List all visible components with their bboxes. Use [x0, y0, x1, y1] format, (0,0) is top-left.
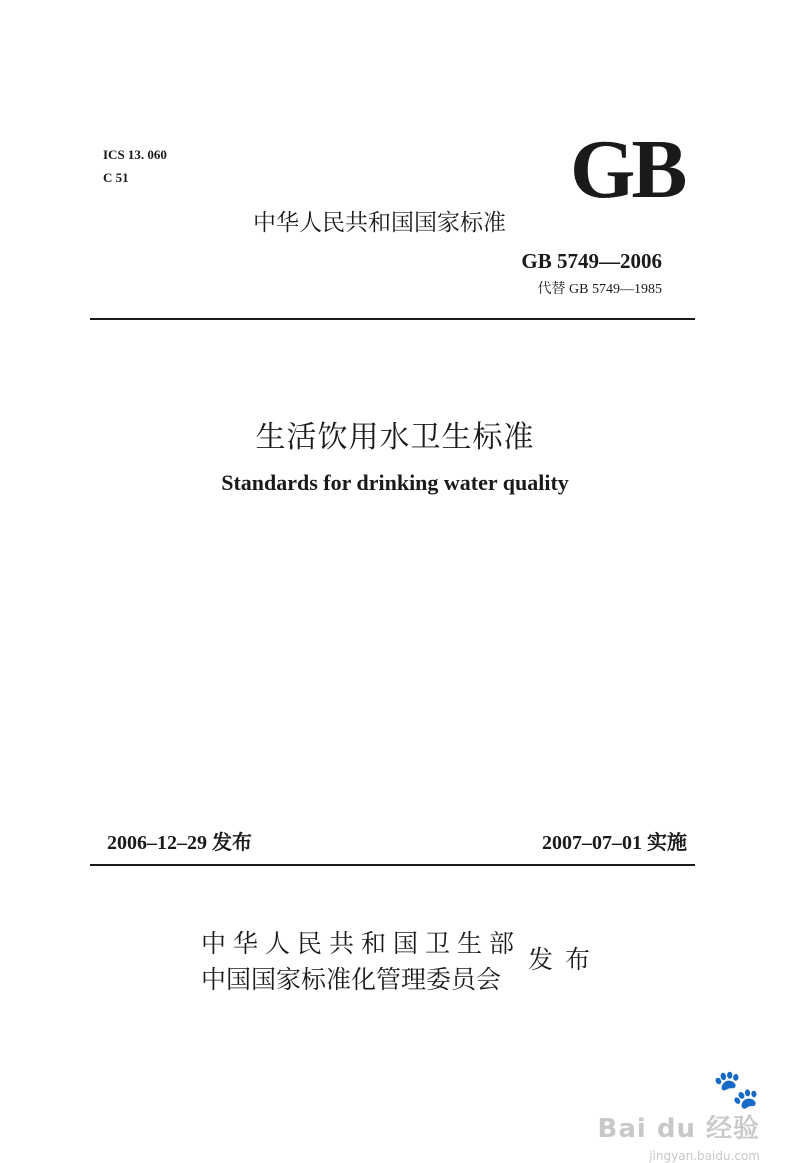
ccs-code: C 51: [103, 170, 129, 185]
ics-code: ICS 13. 060: [103, 147, 167, 162]
baidu-watermark: [597, 1067, 761, 1163]
gb-logo: GB: [570, 123, 684, 216]
standard-number: GB 5749—2006: [521, 249, 662, 273]
watermark-url: jingyan.baidu.com: [649, 1149, 760, 1163]
issuer-sac: 中国国家标准化管理委员会: [201, 965, 502, 994]
title-english: Standards for drinking water quality: [221, 470, 569, 495]
replaces-standard: 代替 GB 5749—1985: [537, 282, 662, 297]
bottom-divider: [90, 864, 695, 866]
paw-icon: 🐾: [712, 1067, 760, 1111]
watermark-brand: Bai du 经验: [597, 1114, 760, 1144]
issuer-ministry-of-health: 中华人民共和国卫生部: [201, 929, 522, 958]
issue-date: 2006–12–29 发布: [107, 832, 252, 854]
national-standard-label: 中华人民共和国国家标准: [253, 210, 506, 236]
top-divider: [90, 318, 695, 320]
classification-codes: [103, 143, 167, 189]
implementation-date: 2007–07–01 实施: [542, 832, 687, 854]
publish-label: 发布: [528, 945, 603, 974]
title-chinese: 生活饮用水卫生标准: [255, 420, 535, 455]
